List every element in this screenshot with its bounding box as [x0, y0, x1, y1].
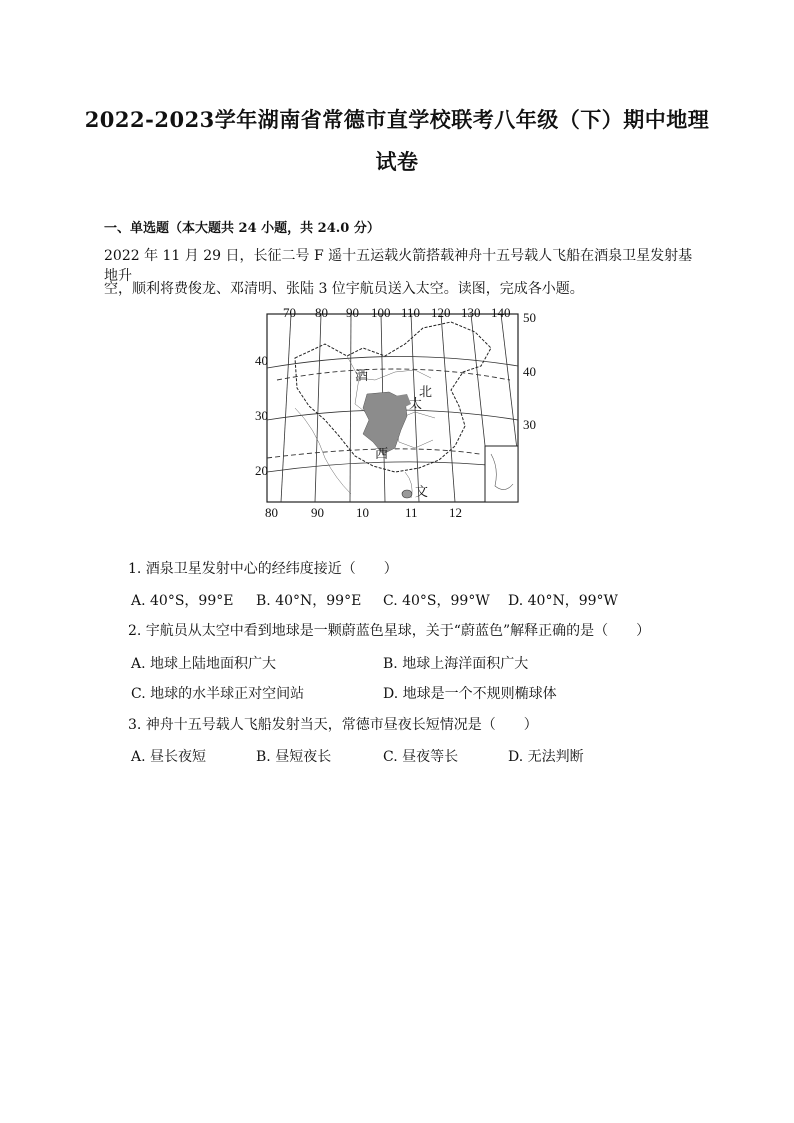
lat-label-right-30: 30 [523, 417, 536, 432]
place-label-bei: 北 [419, 385, 433, 400]
lon-label-120: 120 [431, 308, 451, 320]
question-1-option-d[interactable]: D. 40°N，99°W [508, 593, 618, 609]
lat-label-left-20: 20 [255, 463, 268, 478]
lat-label-right-50: 50 [523, 310, 536, 325]
question-1-option-a[interactable]: A. 40°S，99°E [131, 593, 234, 609]
lon-label-90: 90 [346, 308, 359, 320]
lat-label-left-30: 30 [255, 408, 268, 423]
bottom-longitude-labels [265, 505, 462, 520]
question-3-option-c[interactable]: C. 昼夜等长 [383, 749, 459, 765]
place-label-tai: 太 [409, 397, 423, 412]
lat-label-right-40: 40 [523, 364, 536, 379]
question-3-option-d[interactable]: D. 无法判断 [508, 749, 584, 765]
china-map-figure [255, 308, 545, 523]
document-title-line-1: 2022-2023学年湖南省常德市直学校联考八年级（下）期中地理 [84, 107, 710, 132]
intro-text-line-2: 空，顺利将费俊龙、邓清明、张陆 3 位宇航员送入太空。读图，完成各小题。 [104, 281, 584, 297]
lat-label-left-40: 40 [255, 353, 268, 368]
hainan-island [402, 490, 412, 498]
lon-label-100: 100 [371, 308, 391, 320]
lon-label-bottom-11: 11 [405, 505, 418, 520]
left-latitude-labels [255, 353, 268, 478]
question-3-stem: 3. 神舟十五号载人飞船发射当天，常德市昼夜长短情况是（ ） [128, 717, 538, 733]
south-china-sea-inset [485, 446, 518, 502]
question-1-stem: 1. 酒泉卫星发射中心的经纬度接近（ ） [128, 561, 398, 577]
lon-label-110: 110 [401, 308, 421, 320]
lon-label-140: 140 [491, 308, 511, 320]
question-1-option-b[interactable]: B. 40°N，99°E [256, 593, 362, 609]
question-2-option-b[interactable]: B. 地球上海洋面积广大 [383, 656, 529, 672]
lon-label-bottom-80: 80 [265, 505, 278, 520]
question-2-stem: 2. 宇航员从太空中看到地球是一颗蔚蓝色星球，关于“蔚蓝色”解释正确的是（ ） [128, 623, 651, 639]
intro-text-line-1: 2022 年 11 月 29 日，长征二号 F 遥十五运载火箭搭载神舟十五号载人飞船在酒泉卫星发射基地升 [104, 248, 693, 284]
question-2-option-a[interactable]: A. 地球上陆地面积广大 [131, 656, 277, 672]
right-latitude-labels [523, 310, 536, 432]
place-label-wen: 文 [415, 485, 429, 500]
lon-label-130: 130 [461, 308, 481, 320]
question-2-option-d[interactable]: D. 地球是一个不规则椭球体 [383, 686, 557, 702]
question-3-option-b[interactable]: B. 昼短夜长 [256, 749, 332, 765]
lon-label-bottom-12: 12 [449, 505, 462, 520]
question-1-option-c[interactable]: C. 40°S，99°W [383, 593, 490, 609]
lon-label-70: 70 [283, 308, 296, 320]
lon-label-bottom-90: 90 [311, 505, 324, 520]
place-label-xi: 西 [375, 447, 389, 462]
question-3-option-a[interactable]: A. 昼长夜短 [131, 749, 207, 765]
document-title-line-2: 试卷 [375, 149, 419, 174]
place-label-jiu: 酒 [355, 369, 369, 384]
lon-label-bottom-10: 10 [356, 505, 369, 520]
lon-label-80: 80 [315, 308, 328, 320]
section-heading: 一、单选题（本大题共 24 小题，共 24.0 分） [104, 221, 380, 236]
question-2-option-c[interactable]: C. 地球的水半球正对空间站 [131, 686, 305, 702]
